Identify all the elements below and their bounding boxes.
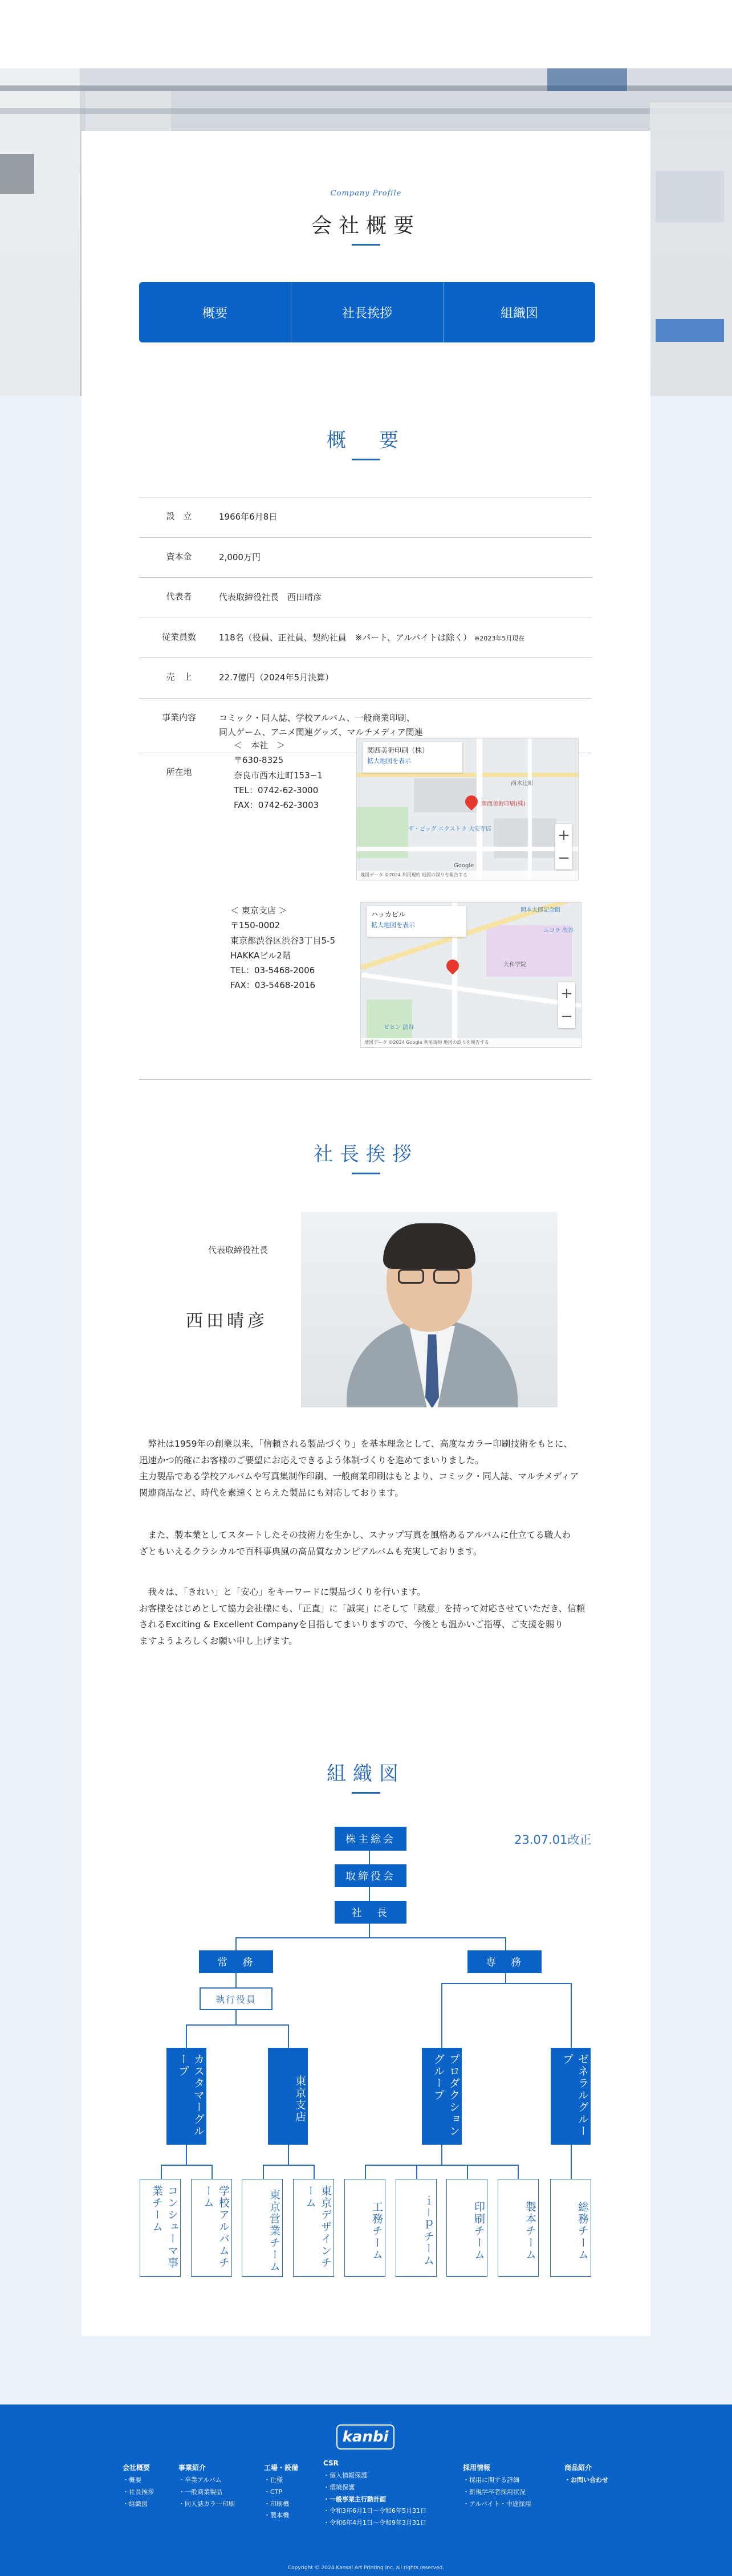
footer-link[interactable]: ・印刷機 bbox=[264, 2500, 289, 2508]
map-zoom-control bbox=[555, 824, 572, 869]
text-line: 我々は、「きれい」と「安心」をキーワードに製品づくりを行います。 bbox=[139, 1587, 426, 1597]
footer-link[interactable]: ・製本機 bbox=[264, 2512, 289, 2520]
section-tabs bbox=[139, 282, 595, 342]
footer-link[interactable]: ・概要 bbox=[123, 2476, 141, 2484]
footer-link[interactable]: ・組織図 bbox=[123, 2500, 148, 2508]
row-value: 22.7億円（2024年5月決算） bbox=[219, 672, 334, 683]
footer-link[interactable]: ・採用に関する詳細 bbox=[463, 2476, 519, 2484]
zoom-in-button[interactable]: + bbox=[560, 985, 573, 1002]
map-info-card bbox=[363, 742, 462, 773]
footer-link[interactable]: ・仕様 bbox=[264, 2476, 283, 2484]
tab-greeting[interactable]: 社長挨拶 bbox=[291, 282, 444, 342]
senmu-box: 専 務 bbox=[467, 1950, 542, 1973]
footer-link[interactable]: ・社長挨拶 bbox=[123, 2488, 154, 2496]
map-label: ザ・ビッグ エクストラ 大安寺店 bbox=[408, 826, 491, 832]
zoom-out-button[interactable]: − bbox=[558, 850, 570, 867]
footer-link[interactable]: ・同人誌カラー印刷 bbox=[178, 2500, 235, 2508]
zoom-in-button[interactable]: + bbox=[558, 827, 570, 844]
row-value: 代表取締役社長 西田晴彦 bbox=[219, 592, 322, 602]
footer-link[interactable]: ・環境保護 bbox=[323, 2483, 355, 2491]
footer-col-title[interactable]: 事業紹介 bbox=[178, 2464, 206, 2472]
president-underline bbox=[352, 1173, 380, 1174]
footer-col-title[interactable]: 会社概要 bbox=[123, 2464, 151, 2472]
greeting-paragraph bbox=[139, 1584, 592, 1650]
team-box: 東京デザインチーム bbox=[293, 2179, 334, 2277]
text-line: 迅速かつ的確にお客様のご要望にお応えできるよう体制づくりを進めてまいりました。 bbox=[139, 1455, 484, 1465]
map-card-title: 関西美術印刷（株） bbox=[367, 746, 429, 754]
president-role: 代表取締役社長 bbox=[208, 1245, 268, 1255]
footer-link[interactable]: ・令和3年6月1日〜令和6年5月31日 bbox=[323, 2507, 426, 2515]
footer-col-title[interactable]: 採用情報 bbox=[463, 2464, 491, 2472]
address-line: TEL：03-5468-2006 bbox=[230, 965, 315, 975]
map-label: 岡本太郎記念館 bbox=[520, 907, 560, 913]
map-info-card bbox=[367, 906, 466, 937]
team-box: コンシューマ事業チーム bbox=[140, 2179, 181, 2277]
map-label: ビヒン 渋谷 bbox=[384, 1024, 414, 1031]
map-zoom-control bbox=[558, 982, 575, 1028]
overview-title: 概 要 bbox=[327, 429, 405, 452]
team-box: 総務チーム bbox=[550, 2179, 591, 2277]
map-label: 大和学院 bbox=[503, 962, 526, 968]
row-value-text: 118名（役員、正社員、契約社員 ※パート、アルバイトは除く） bbox=[219, 632, 472, 643]
group-box: ゼネラルグループ bbox=[551, 2048, 591, 2145]
head-office-map[interactable] bbox=[356, 738, 579, 880]
text-line: 関連商品など、時代を素速くとらえた製品にも対応しております。 bbox=[139, 1488, 404, 1499]
address-line: HAKKAビル2階 bbox=[230, 950, 291, 961]
footer-link[interactable]: ・卒業アルバム bbox=[178, 2476, 222, 2484]
footer-link[interactable]: ・お問い合わせ bbox=[564, 2476, 608, 2484]
row-key: 代表者 bbox=[166, 591, 192, 602]
table-row bbox=[139, 618, 592, 658]
footer-link[interactable]: ・アルバイト・中途採用 bbox=[463, 2500, 531, 2508]
table-row bbox=[139, 658, 592, 698]
zoom-out-button[interactable]: − bbox=[560, 1008, 573, 1025]
footer-col-title[interactable]: CSR bbox=[323, 2459, 339, 2467]
team-box: 工務チーム bbox=[344, 2179, 385, 2277]
footer-col bbox=[178, 2461, 235, 2510]
footer-col bbox=[323, 2457, 426, 2529]
map-pin-label: 関西美術印刷(株) bbox=[481, 801, 526, 807]
map-footer: 地図データ ©2024 Google 利用規約 地図の誤りを報告する bbox=[361, 1038, 581, 1047]
footer-col bbox=[264, 2461, 298, 2522]
tab-overview[interactable]: 概要 bbox=[139, 282, 291, 342]
map-enlarge-link[interactable]: 拡大地図を表示 bbox=[367, 757, 411, 765]
row-key: 所在地 bbox=[166, 766, 192, 777]
president-name: 西田晴彦 bbox=[186, 1311, 268, 1331]
president-photo bbox=[301, 1212, 558, 1407]
address-line: 〒630-8325 bbox=[234, 755, 284, 766]
president-title: 社長挨拶 bbox=[314, 1143, 418, 1166]
address-line: ＜ 本社 ＞ bbox=[234, 740, 286, 750]
table-row bbox=[139, 537, 592, 578]
footer-col-title[interactable]: 工場・設備 bbox=[264, 2464, 299, 2472]
address-line: FAX：03-5468-2016 bbox=[230, 980, 316, 991]
footer-col bbox=[463, 2461, 531, 2510]
row-key: 設 立 bbox=[166, 511, 192, 521]
row-key: 売 上 bbox=[166, 672, 192, 682]
page-title: 会社概要 bbox=[311, 214, 421, 238]
row-value: 1966年6月8日 bbox=[219, 512, 278, 522]
executive-officer-box: 執行役員 bbox=[200, 1987, 273, 2010]
team-box: 製本チーム bbox=[498, 2179, 539, 2277]
greeting-paragraph bbox=[139, 1527, 592, 1560]
footer-link[interactable]: ・個人情報保護 bbox=[323, 2471, 367, 2479]
overview-underline bbox=[352, 459, 380, 460]
board-box: 取締役会 bbox=[335, 1864, 406, 1887]
text-line: ざともいえるクラシカルで百科事典風の高品質なカンピアルバムも充実しております。 bbox=[139, 1546, 482, 1557]
group-box: プロダクショングループ bbox=[422, 2048, 462, 2145]
team-box: 学校アルバムチーム bbox=[191, 2179, 232, 2277]
group-box: カスタマーグループ bbox=[166, 2048, 206, 2145]
footer-link[interactable]: ・令和6年4月1日〜令和9年3月31日 bbox=[323, 2519, 426, 2527]
tokyo-branch-map[interactable] bbox=[360, 902, 581, 1048]
text-line: されるExciting & Excellent Companyを目指してまいりますので、今後とも温かいご指導、ご支援を賜り bbox=[139, 1619, 564, 1630]
text-line: ますようよろしくお願い申し上げます。 bbox=[139, 1636, 298, 1647]
org-revision-date: 23.07.01改正 bbox=[514, 1833, 592, 1847]
map-pin-icon[interactable] bbox=[444, 957, 461, 974]
map-label: Google bbox=[454, 863, 474, 869]
row-value: 2,000万円 bbox=[219, 552, 261, 562]
row-value bbox=[219, 618, 592, 658]
address-line: 〒150-0002 bbox=[230, 920, 280, 931]
table-row bbox=[139, 497, 592, 537]
address-line: ＜ 東京支店 ＞ bbox=[230, 905, 287, 916]
site-footer bbox=[0, 2404, 732, 2576]
title-underline bbox=[352, 244, 380, 246]
jomu-box: 常 務 bbox=[199, 1950, 273, 1973]
text-line: 主力製品である学校アルバムや写真集制作印刷、一般商業印刷はもとより、コミック・同人誌、マルチメディア bbox=[139, 1471, 579, 1482]
org-underline bbox=[352, 1792, 380, 1794]
team-box: 東京営業チーム bbox=[242, 2179, 283, 2277]
address-line: FAX：0742-62-3003 bbox=[234, 800, 319, 810]
eyebrow-text: Company Profile bbox=[330, 189, 402, 198]
president-box: 社 長 bbox=[335, 1901, 406, 1924]
tab-org-chart[interactable]: 組織図 bbox=[500, 306, 538, 321]
map-card-title: ハッカビル bbox=[371, 911, 406, 918]
row-value-line: 同人ゲーム、アニメ関連グッズ、マルチメディア関連 bbox=[219, 727, 423, 737]
address-line: 奈良市西木辻町153−1 bbox=[234, 770, 323, 781]
map-label: ニコラ 渋谷 bbox=[543, 928, 574, 934]
row-key: 事業内容 bbox=[161, 712, 196, 722]
footer-link[interactable]: ・一般事業主行動計画 bbox=[323, 2495, 386, 2503]
footer-col-title[interactable]: 商品紹介 bbox=[564, 2464, 592, 2472]
table-row bbox=[139, 577, 592, 618]
team-box: ｉ－ｐチーム bbox=[396, 2179, 437, 2277]
shareholders-box: 株主総会 bbox=[335, 1827, 406, 1851]
map-label: 西木辻町 bbox=[511, 781, 534, 787]
tokyo-branch-address bbox=[230, 903, 335, 993]
footer-col bbox=[123, 2461, 154, 2510]
team-box: 印刷チーム bbox=[446, 2179, 487, 2277]
footer-col bbox=[564, 2461, 608, 2487]
footer-link[interactable]: ・CTP bbox=[264, 2488, 283, 2496]
map-enlarge-link[interactable]: 拡大地図を表示 bbox=[371, 921, 415, 929]
text-line: 弊社は1959年の創業以来、「信頼される製品づくり」を基本理念として、高度なカラー印刷技術をもとに、 bbox=[139, 1439, 572, 1449]
row-note: ※2023年5月現在 bbox=[474, 634, 525, 642]
head-office-address bbox=[234, 738, 323, 813]
footer-logo[interactable]: kanbi bbox=[336, 2424, 395, 2450]
row-key: 従業員数 bbox=[161, 631, 196, 642]
address-line: TEL：0742-62-3000 bbox=[234, 785, 319, 795]
footer-link[interactable]: ・一般商業製品 bbox=[178, 2488, 222, 2496]
group-box: 東京支店 bbox=[268, 2048, 308, 2145]
greeting-paragraph bbox=[139, 1436, 592, 1501]
address-line: 東京都渋谷区渋谷3丁目5-5 bbox=[230, 935, 336, 946]
map-footer: 地図データ ©2024 利用規約 地図の誤りを報告する bbox=[357, 871, 578, 880]
footer-link[interactable]: ・新規学卒者採用状況 bbox=[463, 2488, 526, 2496]
copyright-text: Copyright © 2024 Kansai Art Printing Inc. all rights reserved. bbox=[287, 2565, 445, 2571]
text-line: お客様をはじめとして協力会社様にも、「正直」に「誠実」にそして「熱意」を持って対応させていただき、信頼 bbox=[139, 1603, 585, 1614]
text-line: また、製本業としてスタートしたその技術力を生かし、スナップ写真を風格あるアルバムに仕立てる職人わ bbox=[139, 1530, 571, 1540]
row-key: 資本金 bbox=[166, 551, 192, 562]
row-value-line: コミック・同人誌、学校アルバム、一般商業印刷、 bbox=[219, 712, 415, 723]
org-title: 組織図 bbox=[327, 1762, 405, 1785]
